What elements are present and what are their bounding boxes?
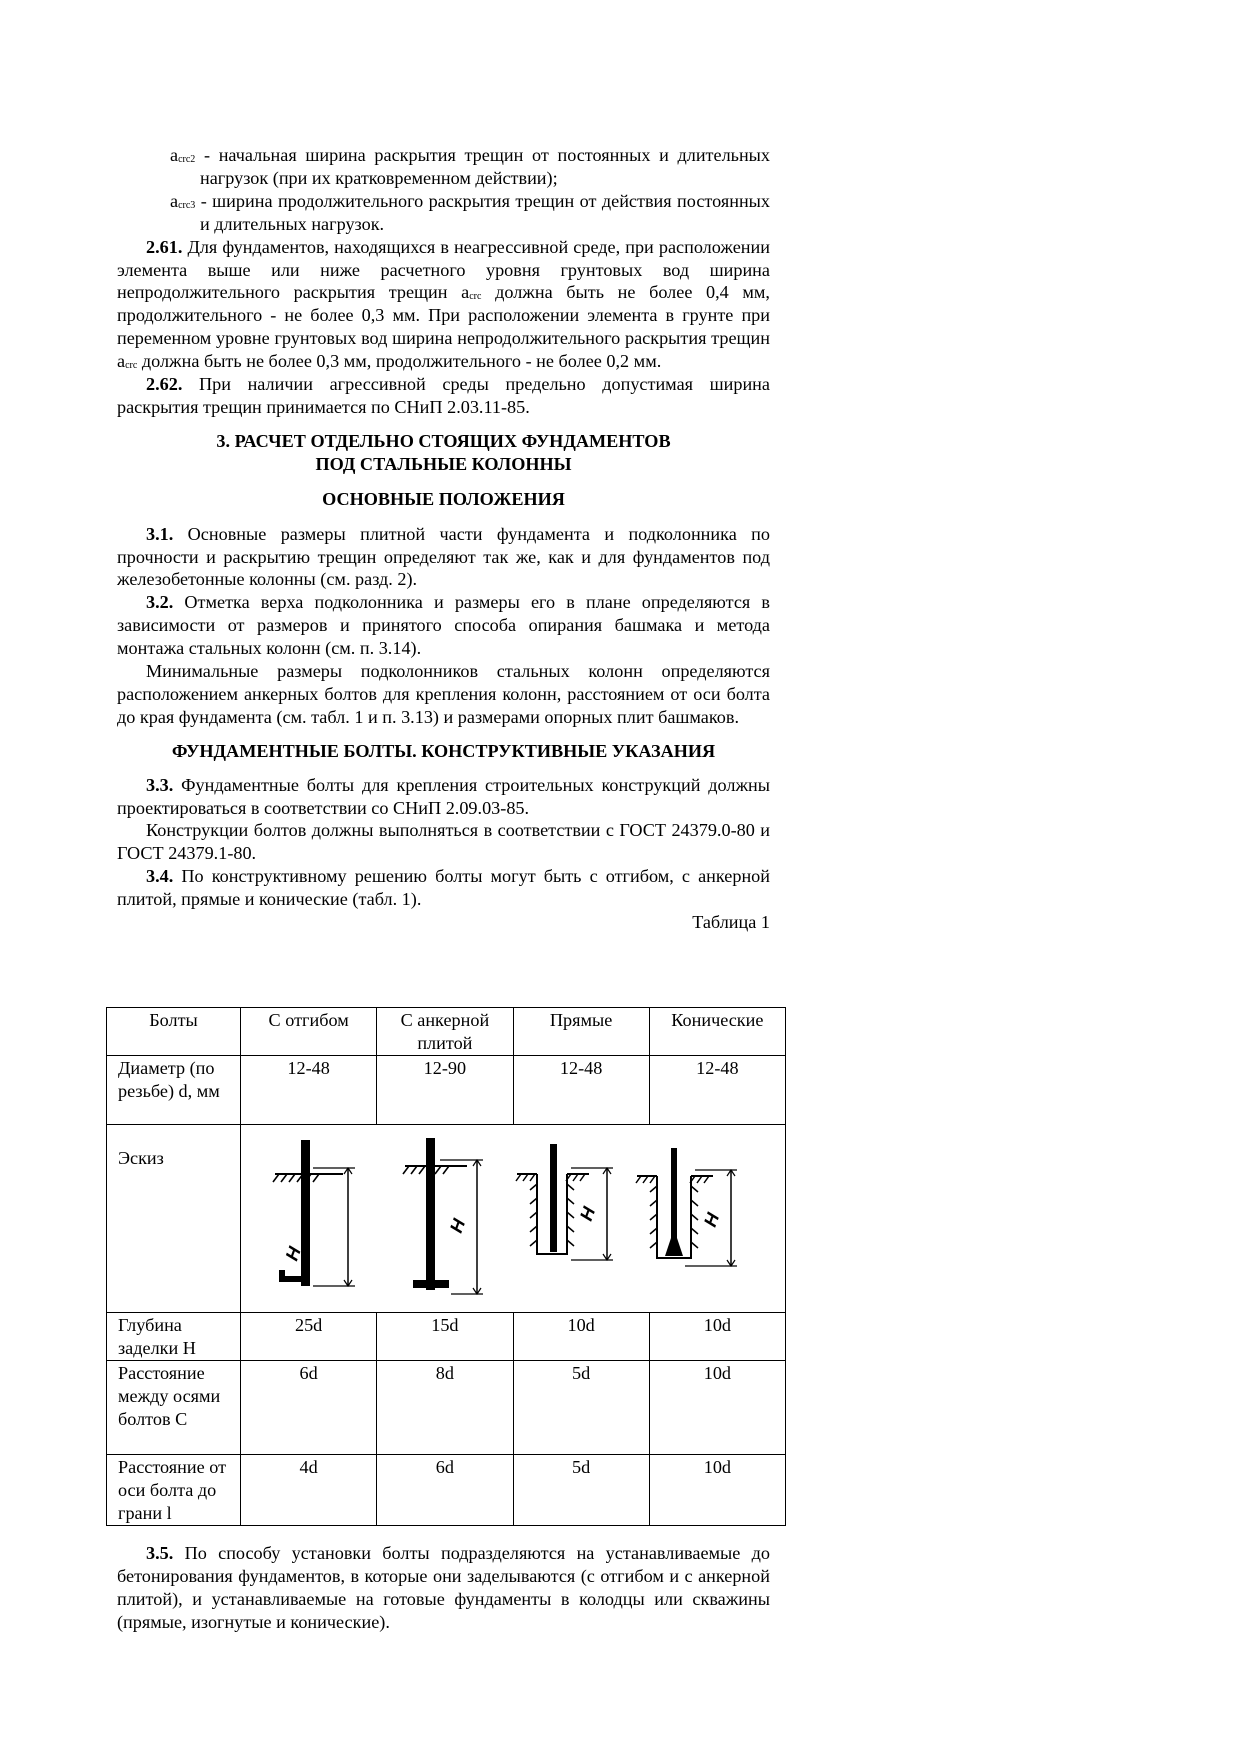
definition-acrc2: $a_{crc2}$ - начальная ширина раскрытия трещин от постоянных и длительных нагрузок (при их кратковременном действии); bbox=[170, 145, 770, 188]
table-cell: 25d bbox=[241, 1313, 377, 1361]
row-label: Эскиз bbox=[107, 1125, 241, 1313]
dimension-h-label: H bbox=[699, 1210, 724, 1230]
header-cell: С анкерной плитой bbox=[377, 1008, 513, 1056]
table-cell: 4d bbox=[241, 1455, 377, 1526]
table-cell: 6d bbox=[241, 1361, 377, 1455]
header-cell: С отгибом bbox=[241, 1008, 377, 1056]
table-row-sketch bbox=[107, 1125, 786, 1313]
row-label: Диаметр (по резьбе) d, мм bbox=[107, 1056, 241, 1125]
table-cell: 5d bbox=[513, 1361, 649, 1455]
table-row bbox=[107, 1313, 786, 1361]
header-cell: Болты bbox=[107, 1008, 241, 1056]
bolt-sketches bbox=[245, 1126, 781, 1312]
bolt-bent-sketch bbox=[273, 1140, 355, 1286]
table-cell: 15d bbox=[377, 1313, 513, 1361]
bolts-table bbox=[106, 1007, 786, 1526]
row-label: Расстояние между осями болтов C bbox=[107, 1361, 241, 1455]
dimension-h-label: H bbox=[575, 1204, 600, 1224]
paragraph-2-62: 2.62. При наличии агрессивной среды предельно допустимая ширина раскрытия трещин принимается по СНиП 2.03.11-85. bbox=[117, 374, 770, 417]
table-caption: Таблица 1 bbox=[692, 912, 770, 933]
table-cell: 10d bbox=[649, 1313, 785, 1361]
table-row bbox=[107, 1455, 786, 1526]
paragraph-2-61: 2.61. Для фундаментов, находящихся в неагрессивной среде, при расположении элемента выше или ниже расчетного уровня грунтовых вод ширина непродолжительного раскрытия трещин $a_{crc}$ должна быть не более 0,4 мм, продолжительного - не более 0,3 мм. При расположении элемента в грунте при переменном уровне грунтовых вод ширина непродолжительного раскрытия трещин $a_{crc}$ должна быть не более 0,3 мм, продолжительного - не более 0,2 мм. bbox=[117, 236, 770, 372]
subheading-basic-provisions: ОСНОВНЫЕ ПОЛОЖЕНИЯ bbox=[322, 488, 565, 509]
paragraph-3-3: 3.3. Фундаментные болты для крепления строительных конструкций должны проектироваться в соответствии со СНиП 2.09.03-85. bbox=[117, 774, 770, 818]
row-label: Расстояние от оси болта до грани l bbox=[107, 1455, 241, 1526]
section-3-heading: 3. РАСЧЕТ ОТДЕЛЬНО СТОЯЩИХ ФУНДАМЕНТОВ ПОД СТАЛЬНЫЕ КОЛОННЫ bbox=[216, 430, 671, 474]
table-cell: 6d bbox=[377, 1455, 513, 1526]
table-header-row bbox=[107, 1008, 786, 1056]
bolt-anchor-plate-sketch bbox=[403, 1138, 483, 1294]
document-body bbox=[117, 144, 770, 934]
table-row bbox=[107, 1056, 786, 1125]
table-cell: 10d bbox=[649, 1455, 785, 1526]
paragraph-min-sizes: Минимальные размеры подколонников стальных колонн определяются расположением анкерных болтов для крепления колонн, расстоянием от оси болта до края фундамента (см. табл. 1 и п. 3.13) и размерами опорных плит башмаков. bbox=[117, 661, 770, 727]
table-row bbox=[107, 1361, 786, 1455]
header-cell: Конические bbox=[649, 1008, 785, 1056]
dimension-h-label: H bbox=[281, 1244, 305, 1264]
paragraph-3-5: 3.5. По способу установки болты подразделяются на устанавливаемые до бетонирования фундаментов, в которые они заделываются (с отгибом и с анкерной плитой), и устанавливаемые на готовые фундаменты в колодцы или скважины (прямые, изогнутые и конические). bbox=[117, 1543, 770, 1632]
document-tail bbox=[117, 1542, 770, 1634]
paragraph-3-2: 3.2. Отметка верха подколонника и размеры его в плане определяются в зависимости от размеров и принятого способа опирания башмака и метода монтажа стальных колонн (см. п. 3.14). bbox=[117, 592, 770, 659]
dimension-h-label: H bbox=[445, 1216, 470, 1236]
paragraph-3-4: 3.4. По конструктивному решению болты могут быть с отгибом, с анкерной плитой, прямые и конические (табл. 1). bbox=[117, 866, 770, 910]
subheading-foundation-bolts: ФУНДАМЕНТНЫЕ БОЛТЫ. КОНСТРУКТИВНЫЕ УКАЗАНИЯ bbox=[171, 740, 716, 761]
bolt-straight-sketch bbox=[516, 1144, 613, 1260]
header-cell: Прямые bbox=[513, 1008, 649, 1056]
definition-acrc3: $a_{crc3}$ - ширина продолжительного раскрытия трещин от действия постоянных и длительных нагрузок. bbox=[170, 190, 770, 234]
sketch-cell bbox=[241, 1125, 786, 1313]
table-cell: 12-48 bbox=[649, 1056, 785, 1125]
table-cell: 12-48 bbox=[241, 1056, 377, 1125]
row-label: Глубина заделки H bbox=[107, 1313, 241, 1361]
paragraph-gost: Конструкции болтов должны выполняться в соответствии с ГОСТ 24379.0-80 и ГОСТ 24379.1-80. bbox=[117, 820, 770, 864]
table-cell: 10d bbox=[513, 1313, 649, 1361]
paragraph-3-1: 3.1. Основные размеры плитной части фундамента и подколонника по прочности и раскрытию трещин определяют так же, как и для фундаментов под железобетонные колонны (см. разд. 2). bbox=[117, 523, 770, 590]
table-cell: 12-48 bbox=[513, 1056, 649, 1125]
table-cell: 12-90 bbox=[377, 1056, 513, 1125]
table-cell: 8d bbox=[377, 1361, 513, 1455]
table-cell: 10d bbox=[649, 1361, 785, 1455]
bolt-conical-sketch bbox=[636, 1148, 737, 1266]
table-cell: 5d bbox=[513, 1455, 649, 1526]
